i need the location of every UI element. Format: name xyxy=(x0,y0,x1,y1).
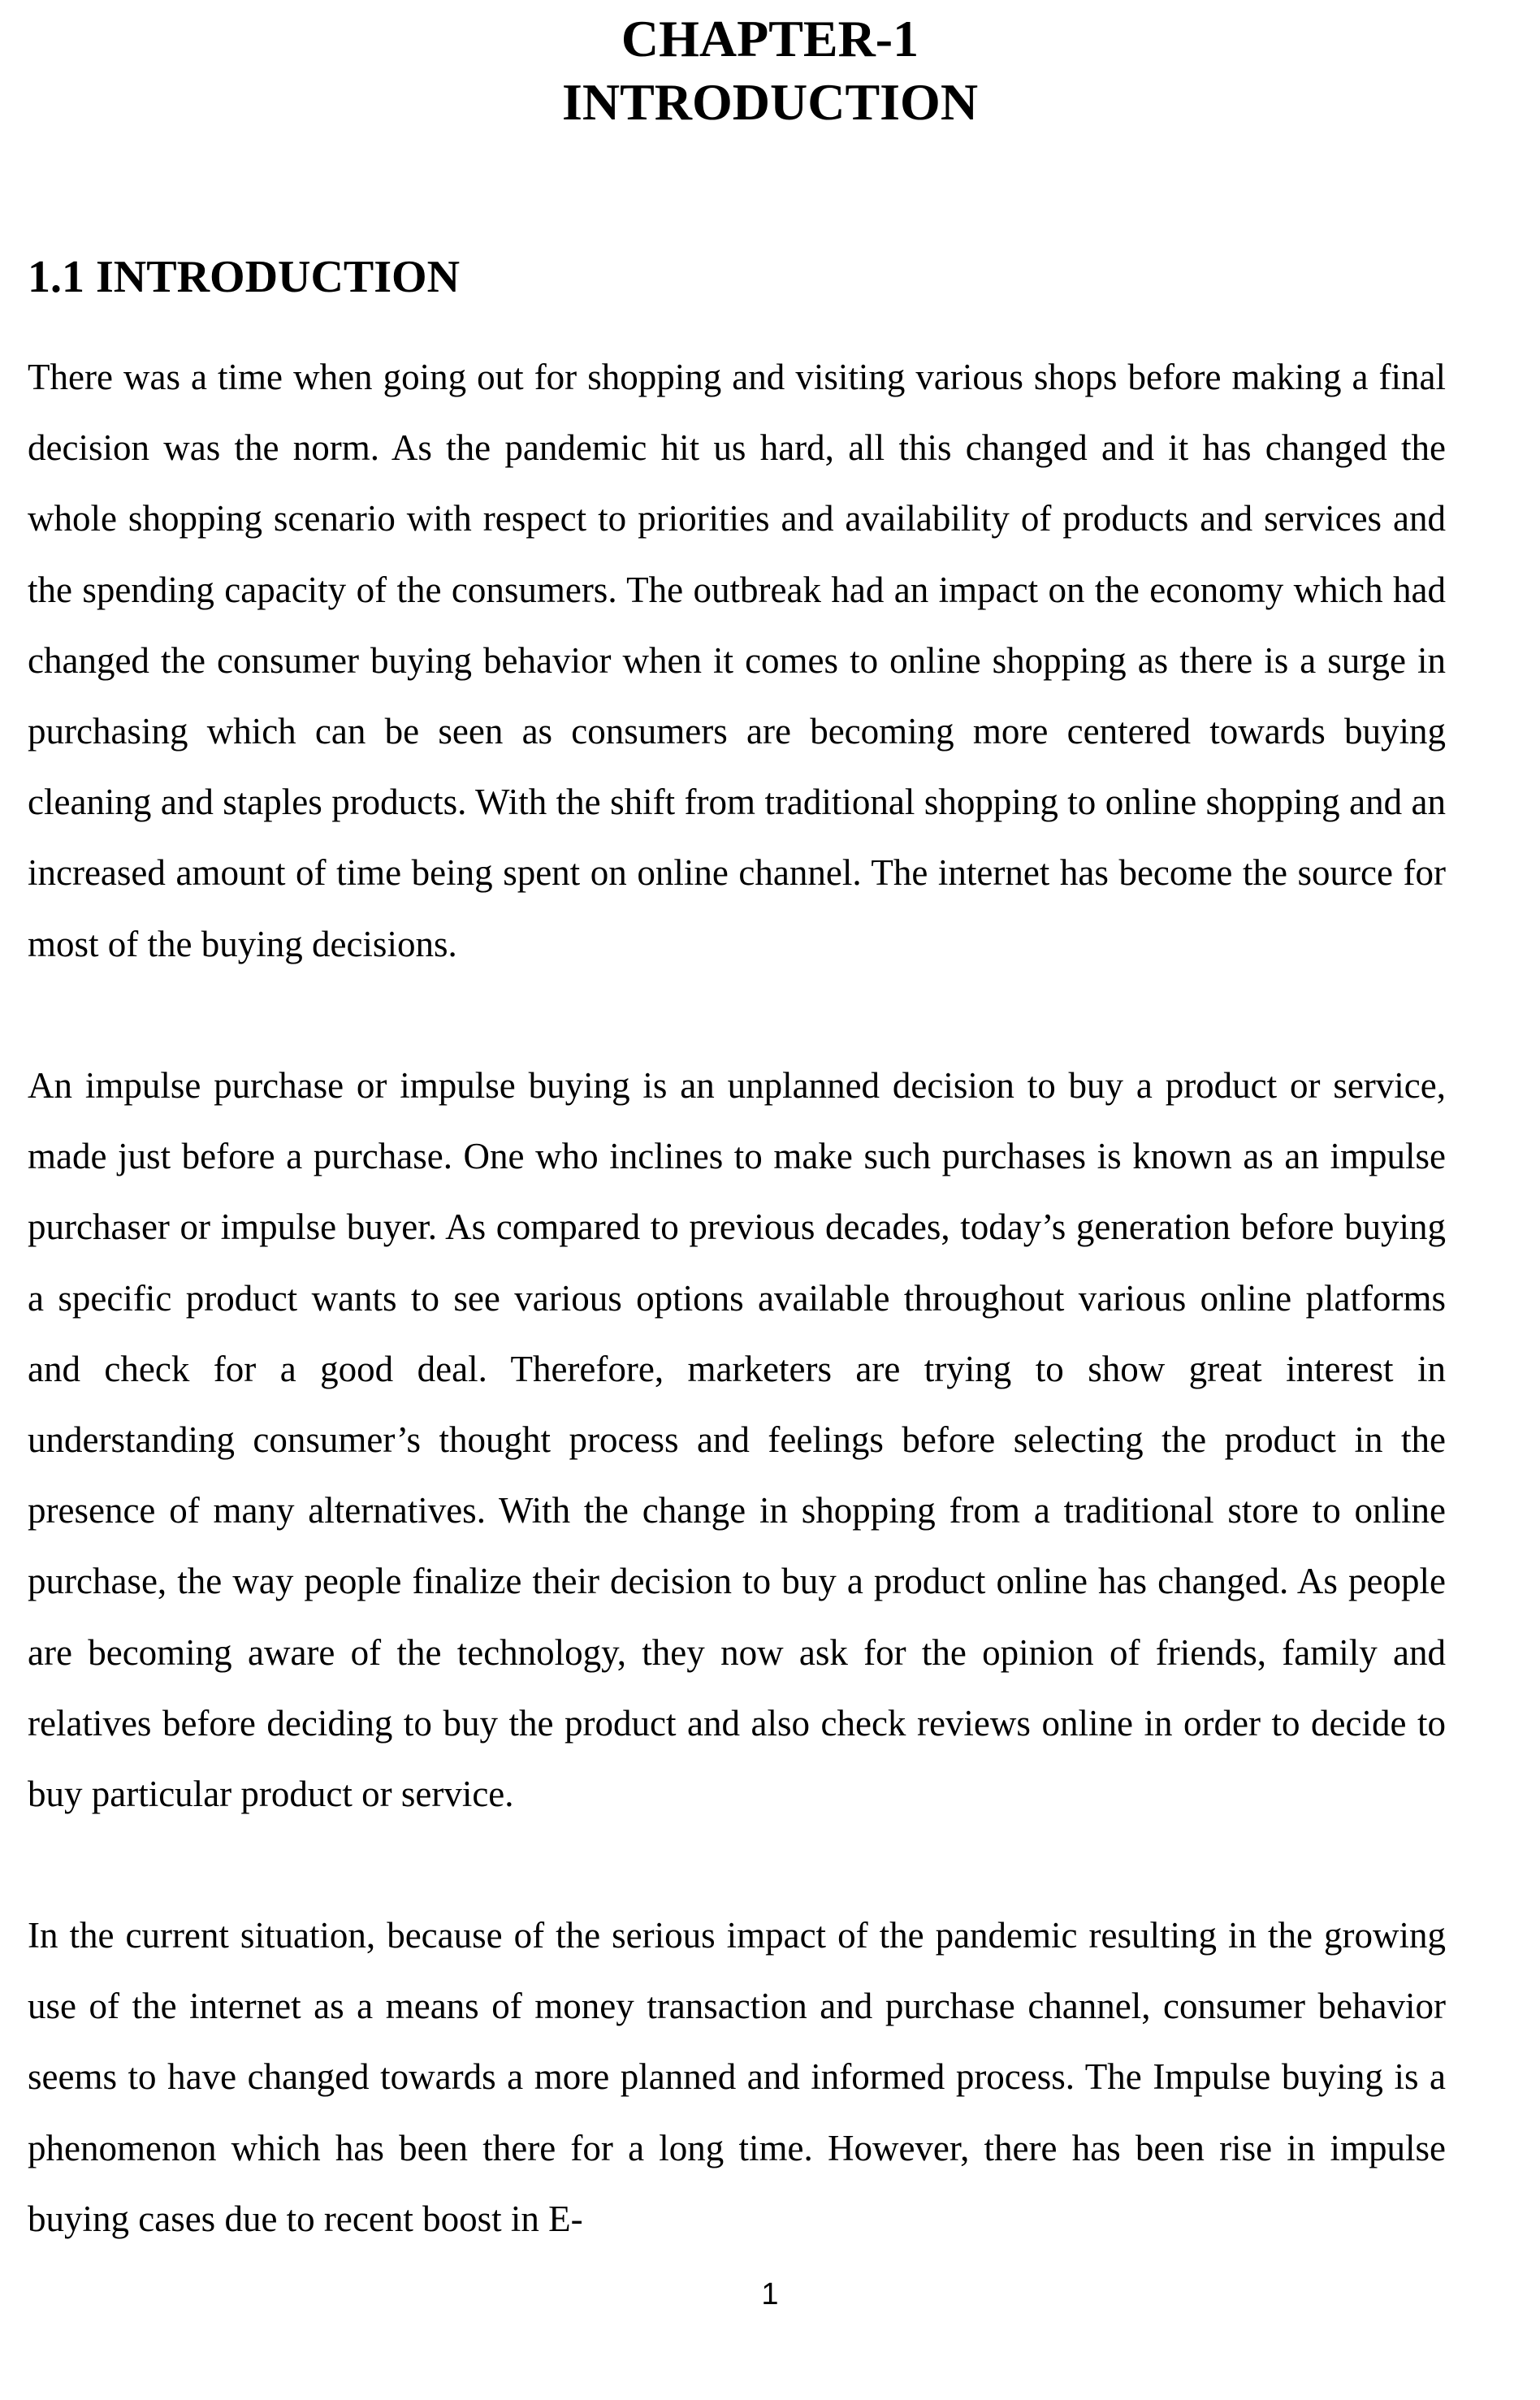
chapter-title: INTRODUCTION xyxy=(561,73,979,131)
paragraph-1: There was a time when going out for shopping and visiting various shops before making a final decision was the norm. As the pandemic hit us hard, all this changed and it has changed the whole shopping scenario with respect to priorities and availability of products and services and the spending capacity of the consumers. The outbreak had an impact on the economy which had changed the consumer buying behavior when it comes to online shopping as there is a surge in purchasing which can be seen as consumers are becoming more centered towards buying cleaning and staples products. With the shift from traditional shopping to online shopping and an increased amount of time being spent on online channel. The internet has become the source for most of the buying decisions. xyxy=(28,357,1446,964)
page-number: 1 xyxy=(761,2277,779,2311)
paragraph-2: An impulse purchase or impulse buying is an unplanned decision to buy a product or service, made just before a purchase. One who inclines to make such purchases is known as an impulse purchaser or impulse buyer. As compared to previous decades, today’s generation before buying a specific product wants to see various options available throughout various online platforms and check for a good deal. Therefore, marketers are trying to show great interest in understanding consumer’s thought process and feelings before selecting the product in the presence of many alternatives. With the change in shopping from a traditional store to online purchase, the way people finalize their decision to buy a product online has changed. As people are becoming aware of the technology, they now ask for the opinion of friends, family and relatives before deciding to buy the product and also check reviews online in order to decide to buy particular product or service. xyxy=(28,1065,1446,1815)
paragraph-3: In the current situation, because of the serious impact of the pandemic resulting in the growing use of the internet as a means of money transaction and purchase channel, consumer behavior seems to have changed towards a more planned and informed process. The Impulse buying is a phenomenon which has been there for a long time. However, there has been rise in impulse buying cases due to recent boost in E- xyxy=(28,1915,1446,2239)
section-heading: 1.1 INTRODUCTION xyxy=(28,252,461,302)
chapter-label: CHAPTER-1 xyxy=(621,10,919,67)
